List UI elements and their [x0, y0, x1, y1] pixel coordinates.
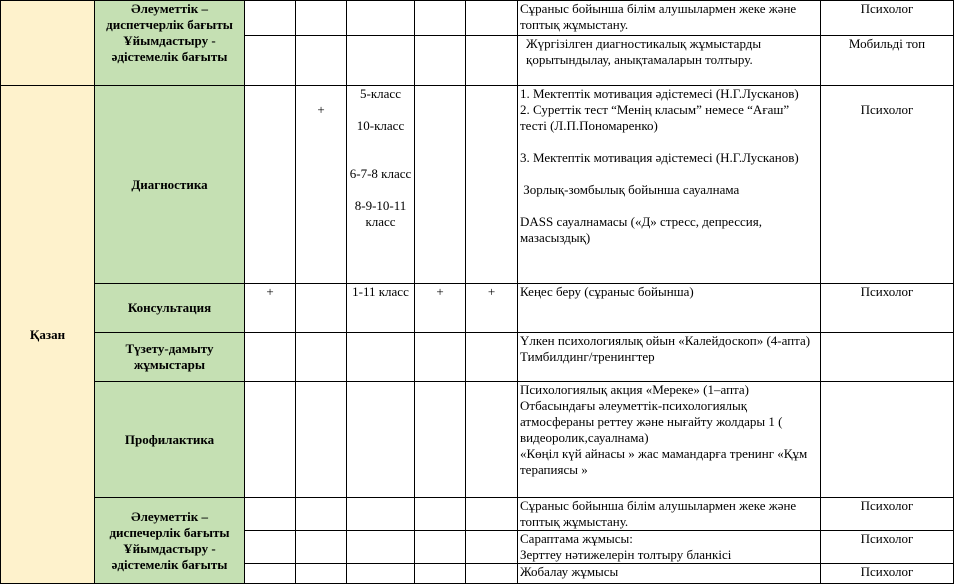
content-cell: Сұраныс бойынша білім алушылармен жеке және топтық жұмыстану. [518, 498, 821, 531]
direction-consultation: Консультация [95, 284, 245, 333]
month-cell-empty [1, 1, 95, 86]
plus-mark: + [466, 284, 518, 333]
content-cell: Жүргізілген диагностикалық жұмыстарды қорытындылау, анықтамаларын толтыру. [518, 36, 821, 86]
content-cell: Үлкен психологиялық ойын «Калейдоскоп» (4-апта) Тимбилдинг/тренингтер [518, 333, 821, 382]
content-cell: Жобалау жұмысы [518, 564, 821, 584]
content-cell: Сұраныс бойынша білім алушылармен жеке және топтық жұмыстану. [518, 1, 821, 36]
table-row [1, 382, 954, 498]
content-cell: Кеңес беру (сұраныс бойынша) [518, 284, 821, 333]
content-cell: Сараптама жұмысы: Зерттеу нәтижелерін толтыру бланкісі [518, 531, 821, 564]
table-row [1, 1, 954, 36]
plus-mark: + [415, 284, 466, 333]
responsible-cell: Психолог [821, 564, 954, 584]
content-cell: Психологиялық акция «Мереке» (1–апта) Отбасындағы әлеуметтік-психологиялық атмосфераны реттеу және нығайту жолдары 1 ( видеоролик,сауалнама) «Көңіл күй айнасы » жас мамандарға тренинг «Құм терапиясы » [518, 382, 821, 498]
direction-diagnostics: Диагностика [95, 86, 245, 284]
table-row [1, 86, 954, 284]
responsible-cell: Мобильді топ [821, 36, 954, 86]
direction-social-organizational: Әлеуметтік – диспечерлік бағыты Ұйымдастыру - әдістемелік бағыты [95, 498, 245, 584]
classes-cell: 1-11 класс [347, 284, 415, 333]
responsible-cell: Психолог [821, 498, 954, 531]
classes-cell: 5-класс 10-класс 6-7-8 класс 8-9-10-11 класс [347, 86, 415, 284]
responsible-cell: Психолог [821, 1, 954, 36]
direction-correction: Түзету-дамыту жұмыстары [95, 333, 245, 382]
table-row [1, 498, 954, 531]
table-row [1, 333, 954, 382]
plus-mark: + [245, 284, 296, 333]
direction-prevention: Профилактика [95, 382, 245, 498]
content-cell: 1. Мектептік мотивация әдістемесі (Н.Г.Лусканов) 2. Суреттік тест “Менің класым” немесе “Ағаш” тесті (Л.П.Пономаренко) 3. Мектептік мотивация әдістемесі (Н.Г.Лусканов) Зорлық-зомбылық бойынша сауалнама DASS сауалнамасы («Д» стресс, депрессия, мазасыздық) [518, 86, 821, 284]
responsible-cell: Психолог [821, 86, 954, 284]
plus-mark: + [296, 86, 347, 284]
responsible-cell: Психолог [821, 531, 954, 564]
direction-social-organizational: Әлеуметтік – диспетчерлік бағыты Ұйымдастыру - әдістемелік бағыты [95, 1, 245, 86]
table-row [1, 284, 954, 333]
month-kazan: Қазан [1, 86, 95, 584]
responsible-cell: Психолог [821, 284, 954, 333]
